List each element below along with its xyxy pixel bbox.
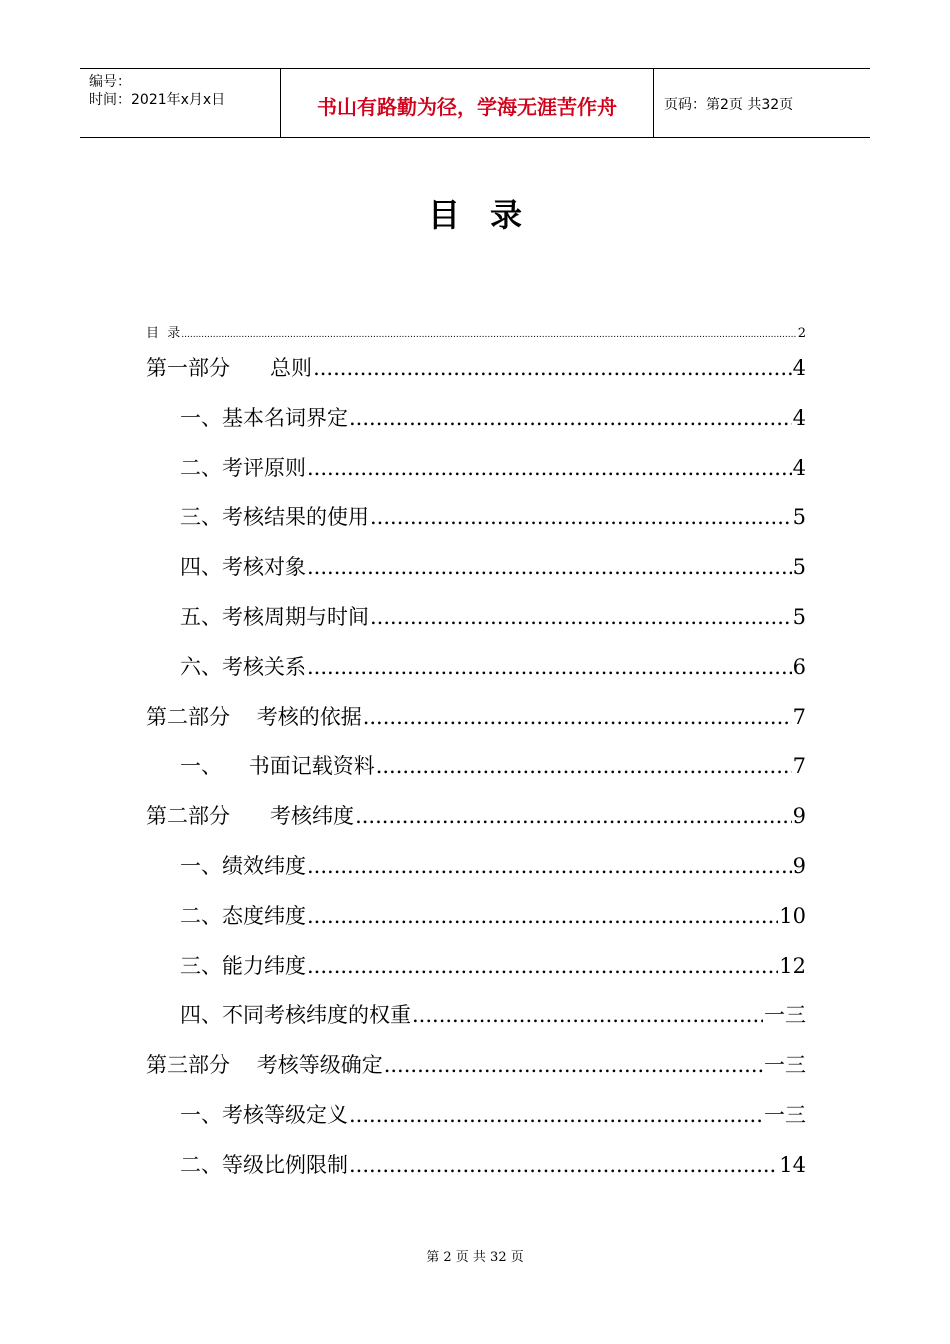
toc-entry-page: 4 (792, 455, 806, 480)
toc-leader-dots (355, 796, 792, 836)
toc-entry-label: 二、等级比例限制 (180, 1152, 348, 1177)
toc-entry-label: 三、考核结果的使用 (180, 505, 369, 530)
toc-entry[interactable] (146, 946, 806, 996)
toc-entry-page: 7 (792, 704, 806, 729)
toc-leader-dots (349, 1095, 763, 1135)
toc-entry-label: 五、考核周期与时间 (180, 604, 369, 629)
toc-entry-page: 9 (792, 804, 806, 829)
toc-leader-dots (307, 846, 792, 886)
page-title: 目录 (427, 196, 552, 234)
toc-entry-label: 一、考核等级定义 (180, 1102, 348, 1127)
toc-entry-page: 10 (779, 903, 806, 928)
toc-entry[interactable] (146, 597, 806, 647)
toc-entry-page: 5 (792, 604, 806, 629)
toc-entry[interactable] (146, 846, 806, 896)
toc-leader-dots (349, 1145, 778, 1185)
toc-leader-dots (412, 995, 763, 1035)
toc-entry[interactable] (146, 647, 806, 697)
toc-entry[interactable] (146, 348, 806, 398)
toc-entry[interactable] (146, 1045, 806, 1095)
toc-entry[interactable] (146, 896, 806, 946)
toc-leader-dots (370, 597, 792, 637)
page-header (80, 68, 870, 138)
toc-leader-dots (376, 746, 792, 786)
toc-entry-page: 7 (792, 754, 806, 779)
toc-entry-label: 目 录 (146, 326, 181, 341)
toc-leader-dots (313, 348, 792, 388)
toc-entry[interactable] (146, 697, 806, 747)
toc-entry-page: 一三 (764, 1053, 806, 1078)
toc-entry-label: 六、考核关系 (180, 654, 306, 679)
table-of-contents (146, 348, 806, 1195)
toc-leader-dots (307, 448, 792, 488)
toc-leader-dots (307, 547, 792, 587)
toc-entry-page: 2 (797, 326, 806, 341)
toc-entry-page: 一三 (764, 1003, 806, 1028)
toc-entry-page: 4 (792, 356, 806, 380)
toc-leader-dots (370, 497, 792, 537)
toc-entry-contents[interactable] (146, 322, 806, 341)
toc-leader-dots (307, 946, 778, 986)
header-page-info: 页码：第2页 共32页 (664, 97, 794, 113)
toc-leader-dots (384, 1045, 763, 1085)
toc-leader-dots (307, 647, 792, 687)
toc-entry-label: 第一部分 总则 (146, 356, 313, 380)
toc-entry[interactable] (146, 398, 806, 448)
toc-entry-page: 5 (792, 555, 806, 580)
header-motto: 书山有路勤为径，学海无涯苦作舟 (281, 69, 654, 137)
toc-entry-label: 第三部分 考核等级确定 (146, 1053, 383, 1078)
toc-leader-dots (363, 697, 792, 737)
toc-entry-label: 第二部分 考核的依据 (146, 704, 362, 729)
toc-entry-label: 三、能力纬度 (180, 953, 306, 978)
toc-entry[interactable] (146, 448, 806, 498)
toc-entry-page: 4 (792, 405, 806, 430)
doc-time-label: 时间：2021年x月x日 (89, 92, 226, 108)
toc-entry-label: 二、态度纬度 (180, 903, 306, 928)
toc-entry[interactable] (146, 796, 806, 846)
toc-entry-page: 一三 (764, 1102, 806, 1127)
toc-entry-label: 四、考核对象 (180, 555, 306, 580)
page-footer: 第 2 页 共 32 页 (426, 1250, 524, 1265)
toc-entry-page: 5 (792, 505, 806, 530)
toc-entry-page: 14 (779, 1152, 806, 1177)
header-left-cell (80, 69, 281, 137)
toc-entry[interactable] (146, 1095, 806, 1145)
toc-leader-dots (307, 896, 778, 936)
toc-entry-page: 12 (779, 953, 806, 978)
toc-entry-label: 四、不同考核纬度的权重 (180, 1003, 411, 1028)
toc-entry[interactable] (146, 746, 806, 796)
toc-entry-label: 二、考评原则 (180, 455, 306, 480)
toc-entry[interactable] (146, 995, 806, 1045)
toc-leader-dots (349, 398, 792, 438)
toc-entry-page: 6 (792, 654, 806, 679)
toc-entry-page: 9 (792, 853, 806, 878)
doc-code-label: 编号： (89, 74, 131, 90)
toc-entry[interactable] (146, 1145, 806, 1195)
toc-entry-label: 一、基本名词界定 (180, 405, 348, 430)
toc-entry[interactable] (146, 547, 806, 597)
toc-entry[interactable] (146, 497, 806, 547)
toc-entry-label: 一、绩效纬度 (180, 853, 306, 878)
toc-leader-dots (181, 326, 796, 341)
toc-entry-label: 第二部分 考核纬度 (146, 804, 355, 829)
toc-entry-label: 一、 书面记载资料 (180, 754, 375, 779)
